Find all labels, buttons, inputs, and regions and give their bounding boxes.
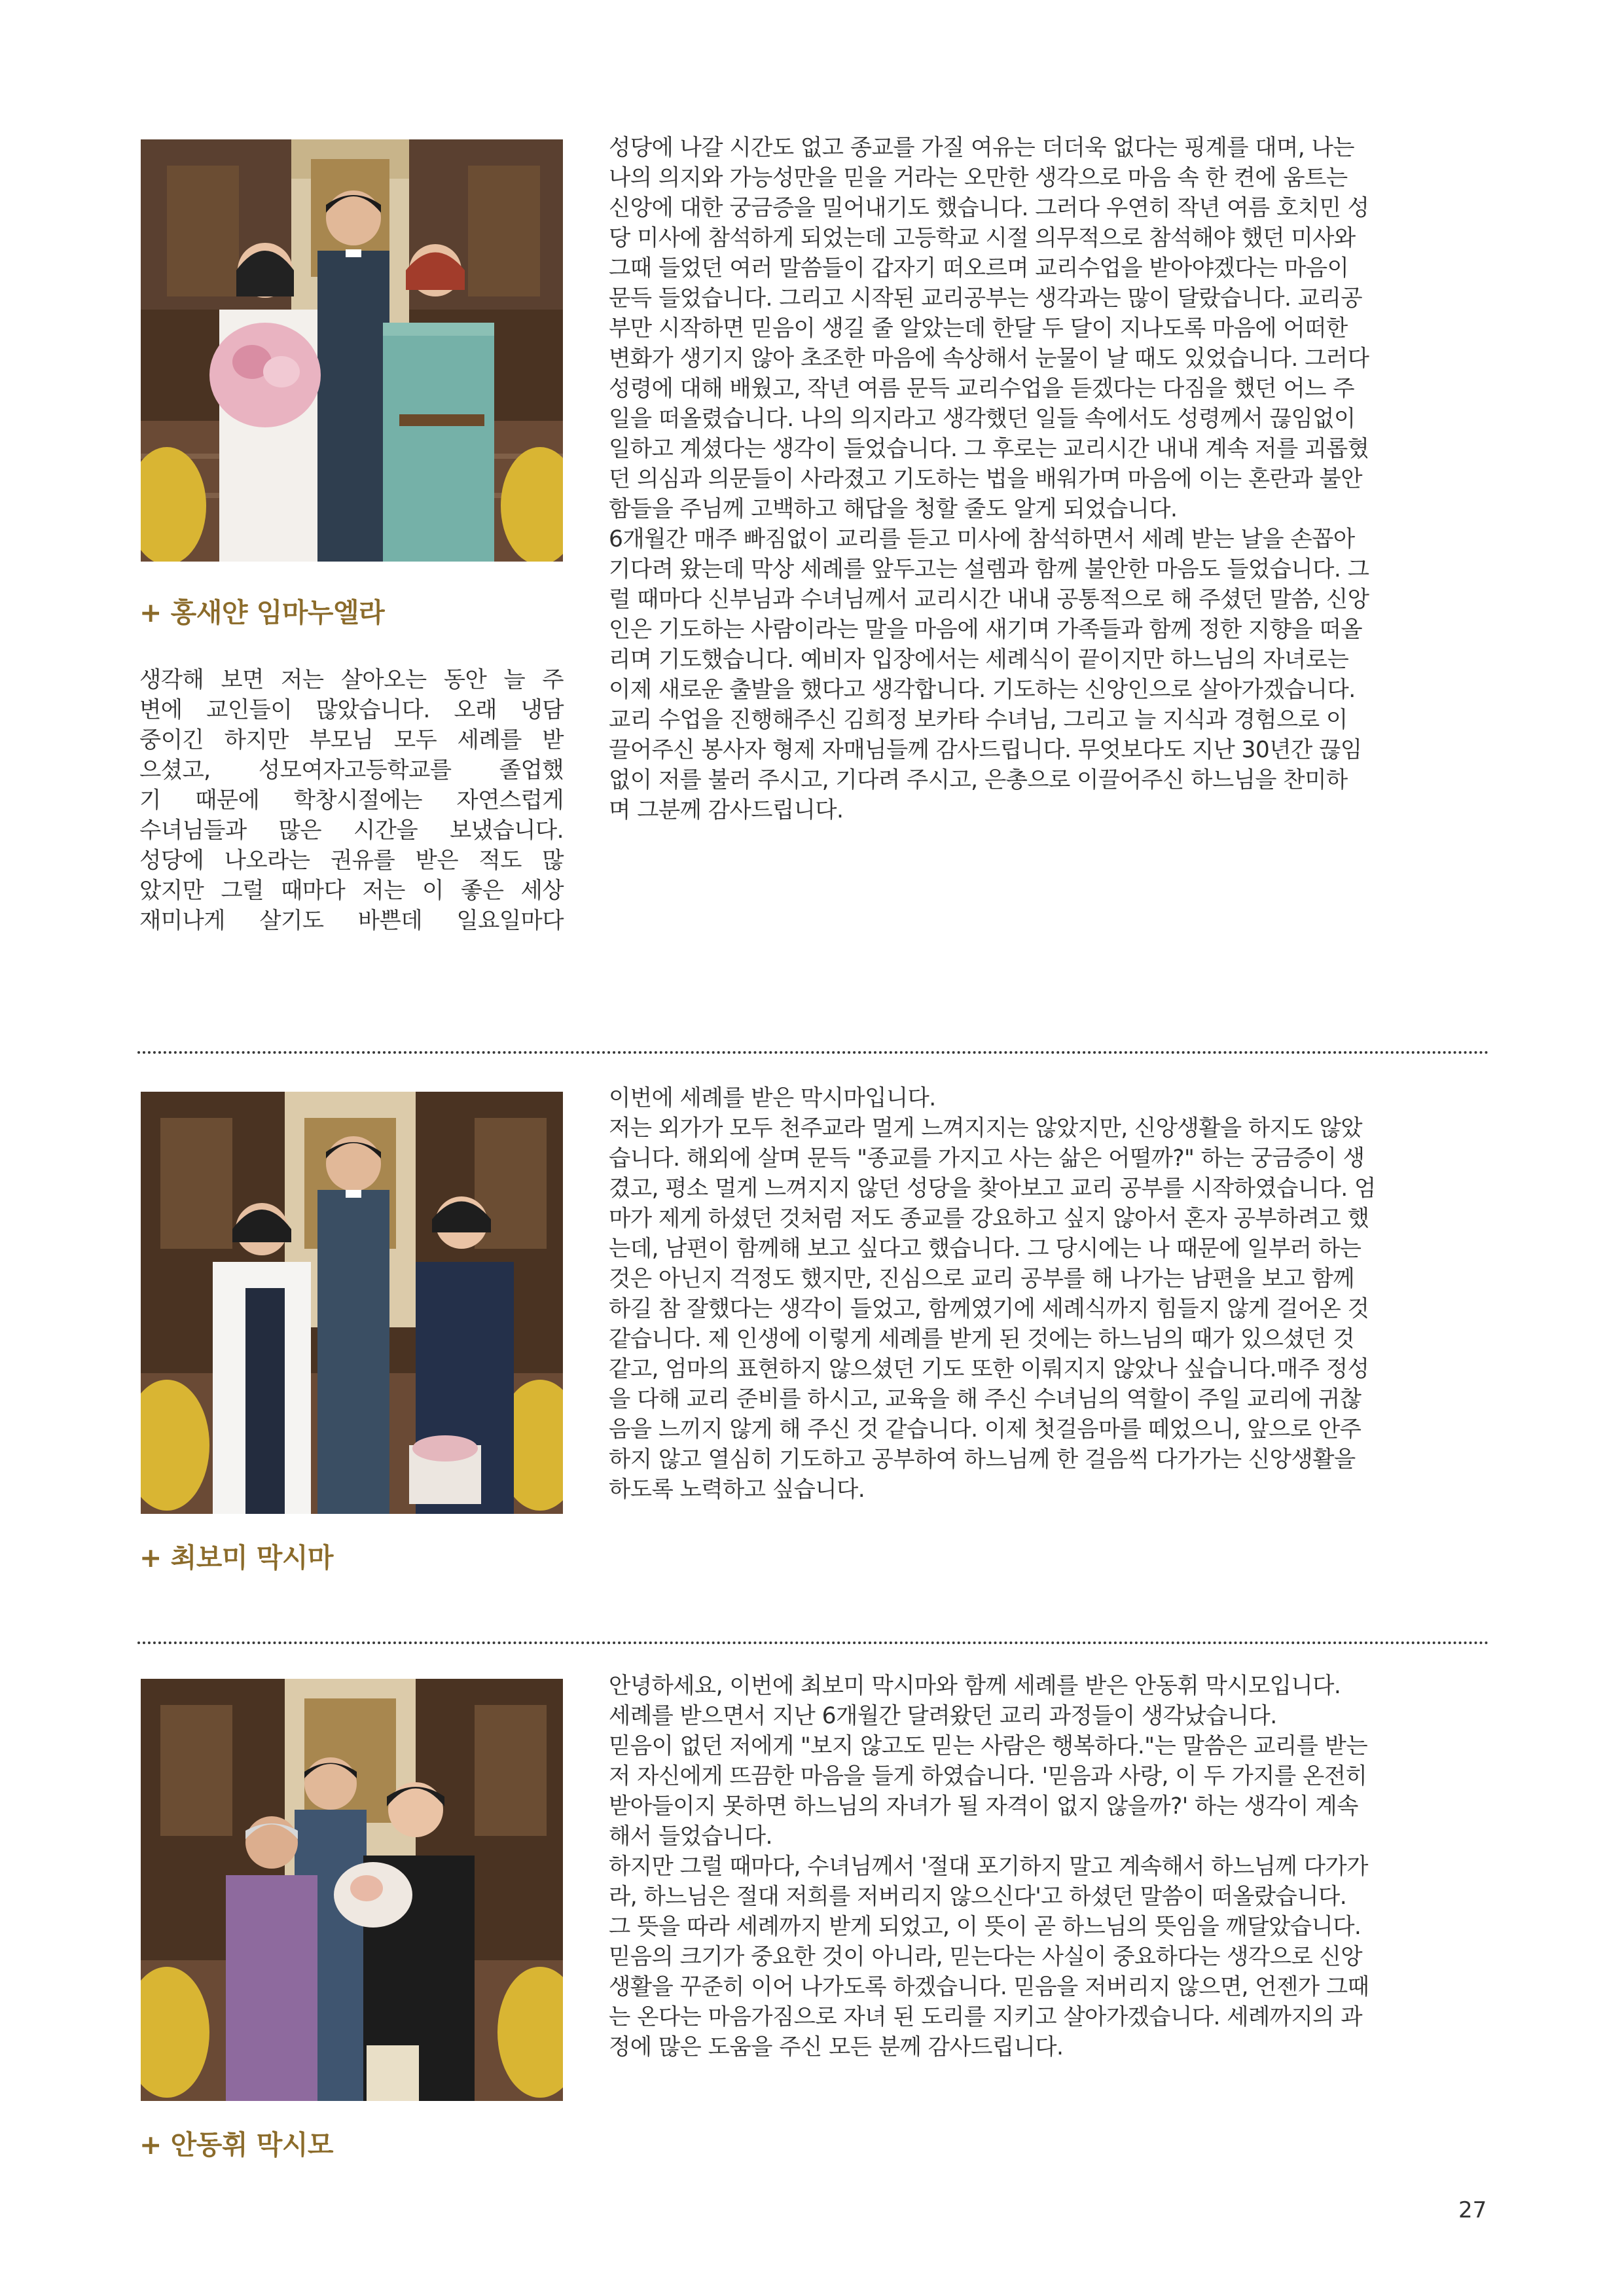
text-line: 마가 제게 하셨던 것처럼 저도 종교를 강요하고 싶지 않아서 혼자 공부하려고 했 [609,1206,1369,1232]
section-divider-2 [137,1641,1489,1644]
text-line: 같고, 엄마의 표현하지 않으셨던 기도 또한 이뤄지지 않았나 싶습니다.매주 정성 [609,1356,1369,1382]
text-line: 나의 의지와 가능성만을 믿을 거라는 오만한 생각으로 마음 속 한 켠에 움트는 [609,165,1348,191]
text-line: 그때 들었던 여러 말씀들이 갑자기 떠오르며 교리수업을 받아야겠다는 마음이 [609,255,1349,281]
text-line: 정에 많은 도움을 주신 모든 분께 감사드립니다. [609,2034,1064,2060]
text-line: 당 미사에 참석하게 되었는데 고등학교 시절 의무적으로 참석해야 했던 미사와 [609,225,1356,251]
text-line: 변화가 생기지 않아 초조한 마음에 속상해서 눈물이 날 때도 있었습니다. 그러다 [609,346,1369,372]
text-line: 을 다해 교리 준비를 하시고, 교육을 해 주신 수녀님의 역할이 주일 교리에 귀찮 [609,1386,1362,1412]
photo-section-1 [141,139,563,562]
text-line: 안녕하세요, 이번에 최보미 막시마와 함께 세례를 받은 안동휘 막시모입니다. [609,1673,1341,1699]
text-line: 세례를 받으면서 지난 6개월간 달려왔던 교리 과정들이 생각났습니다. [609,1703,1277,1729]
intro-text-1 [139,665,564,936]
text-line: 이제 새로운 출발을 했다고 생각합니다. 기도하는 신앙인으로 살아가겠습니다. [609,677,1356,703]
text-line: 하지만 그럴 때마다, 수녀님께서 '절대 포기하지 말고 계속해서 하느님께 다가가 [609,1854,1368,1880]
body-text-3 [609,1671,1486,2062]
text-line: 는 온다는 마음가짐으로 자녀 된 도리를 지키고 살아가겠습니다. 세례까지의 과 [609,2004,1362,2030]
text-line: 믿음의 크기가 중요한 것이 아니라, 믿는다는 사실이 중요하다는 생각으로 신앙 [609,1944,1362,1970]
text-line: 이번에 세례를 받은 막시마입니다. [609,1085,936,1111]
text-line: 하도록 노력하고 싶습니다. [609,1477,865,1503]
author-name-2: + 최보미 막시마 [139,1542,334,1573]
text-line: 습니다. 해외에 살며 문득 "종교를 가지고 사는 삶은 어떨까?" 하는 궁금증이 생 [609,1145,1365,1172]
text-line: 일하고 계셨다는 생각이 들었습니다. 그 후로는 교리시간 내내 계속 저를 괴롭혔 [609,436,1369,462]
text-line: 신앙에 대한 궁금증을 밀어내기도 했습니다. 그러다 우연히 작년 여름 호치민 성 [609,195,1369,221]
text-line: 저는 외가가 모두 천주교라 멀게 느껴지지는 않았지만, 신앙생활을 하지도 않았 [609,1115,1362,1141]
text-line: 인은 기도하는 사람이라는 말을 마음에 새기며 가족들과 함께 정한 지향을 떠올 [609,617,1362,643]
text-line: 았지만 그럴 때마다 저는 이 좋은 세상 [139,878,564,904]
text-line: 없이 저를 불러 주시고, 기다려 주시고, 은총으로 이끌어주신 하느님을 찬미하 [609,767,1348,793]
text-line: 럴 때마다 신부님과 수녀님께서 교리시간 내내 공통적으로 해 주셨던 말씀, 신앙 [609,586,1369,613]
text-line: 성당에 나오라는 권유를 받은 적도 많 [139,848,564,874]
text-line: 것은 아닌지 걱정도 했지만, 진심으로 교리 공부를 해 나가는 남편을 보고 함께 [609,1266,1354,1292]
body-text-2 [609,1083,1486,1505]
text-line: 교리 수업을 진행해주신 김희정 보카타 수녀님, 그리고 늘 지식과 경험으로 이 [609,707,1348,733]
text-line: 재미나게 살기도 바쁜데 일요일마다 [139,908,564,934]
text-line: 변에 교인들이 많았습니다. 오래 냉담 [139,697,564,723]
text-line: 믿음이 없던 저에게 "보지 않고도 믿는 사람은 행복하다."는 말씀은 교리를 받는 [609,1733,1368,1759]
text-line: 받아들이지 못하면 하느님의 자녀가 될 자격이 없지 않을까?' 하는 생각이 계속 [609,1793,1358,1820]
text-line: 음을 느끼지 않게 해 주신 것 같습니다. 이제 첫걸음마를 떼었으니, 앞으로 안주 [609,1416,1362,1443]
text-line: 해서 들었습니다. [609,1823,772,1850]
text-line: 문득 들었습니다. 그리고 시작된 교리공부는 생각과는 많이 달랐습니다. 교리공 [609,285,1362,312]
text-line: 일을 떠올렸습니다. 나의 의지라고 생각했던 일들 속에서도 성령께서 끊임없이 [609,406,1356,432]
text-line: 던 의심과 의문들이 사라졌고 기도하는 법을 배워가며 마음에 이는 혼란과 불안 [609,466,1362,492]
text-line: 저 자신에게 뜨끔한 마음을 들게 하였습니다. '믿음과 사랑, 이 두 가지를 온전히 [609,1763,1367,1789]
text-line: 성령에 대해 배웠고, 작년 여름 문득 교리수업을 듣겠다는 다짐을 했던 어느 주 [609,376,1354,402]
text-line: 생활을 꾸준히 이어 나가도록 하겠습니다. 믿음을 저버리지 않으면, 언젠가 그때 [609,1974,1369,2000]
text-line: 하지 않고 열심히 기도하고 공부하여 하느님께 한 걸음씩 다가가는 신앙생활을 [609,1446,1356,1473]
text-line: 함들을 주님께 고백하고 해답을 청할 줄도 알게 되었습니다. [609,496,1178,522]
photo-section-3 [141,1679,563,2101]
text-line: 는데, 남편이 함께해 보고 싶다고 했습니다. 그 당시에는 나 때문에 일부러 하는 [609,1236,1362,1262]
text-line: 성당에 나갈 시간도 없고 종교를 가질 여유는 더더욱 없다는 핑계를 대며, 나는 [609,135,1354,161]
section-divider-1 [137,1051,1489,1054]
page-number: 27 [1458,2197,1487,2223]
text-line: 기 때문에 학창시절에는 자연스럽게 [139,787,564,814]
text-line: 며 그분께 감사드립니다. [609,797,844,823]
text-line: 겼고, 평소 멀게 느껴지지 않던 성당을 찾아보고 교리 공부를 시작하였습니다. 엄 [609,1175,1376,1202]
text-line: 수녀님들과 많은 시간을 보냈습니다. [139,817,564,844]
text-line: 기다려 왔는데 막상 세례를 앞두고는 설렘과 함께 불안한 마음도 들었습니다. 그 [609,556,1369,583]
text-line: 끌어주신 봉사자 형제 자매님들께 감사드립니다. 무엇보다도 지난 30년간 끊임 [609,737,1362,763]
text-line: 그 뜻을 따라 세례까지 받게 되었고, 이 뜻이 곧 하느님의 뜻임을 깨달았습니다. [609,1914,1362,1940]
body-text-1 [609,133,1486,825]
text-line: 리며 기도했습니다. 예비자 입장에서는 세례식이 끝이지만 하느님의 자녀로는 [609,647,1349,673]
photo-section-2 [141,1092,563,1514]
text-line: 생각해 보면 저는 살아오는 동안 늘 주 [139,667,564,693]
author-name-3: + 안동휘 막시모 [139,2129,334,2161]
author-name-1: + 홍새얀 임마누엘라 [139,597,385,628]
text-line: 으셨고, 성모여자고등학교를 졸업했 [139,757,564,783]
text-line: 하길 참 잘했다는 생각이 들었고, 함께였기에 세례식까지 힘들지 않게 걸어온 것 [609,1296,1369,1322]
text-line: 6개월간 매주 빠짐없이 교리를 듣고 미사에 참석하면서 세례 받는 날을 손꼽아 [609,526,1355,552]
text-line: 부만 시작하면 믿음이 생길 줄 알았는데 한달 두 달이 지나도록 마음에 어떠한 [609,315,1348,342]
text-line: 라, 하느님은 절대 저희를 저버리지 않으신다'고 하셨던 말씀이 떠올랐습니다. [609,1884,1347,1910]
text-line: 중이긴 하지만 부모님 모두 세례를 받 [139,727,564,753]
text-line: 같습니다. 제 인생에 이렇게 세례를 받게 된 것에는 하느님의 때가 있으셨던 것 [609,1326,1354,1352]
